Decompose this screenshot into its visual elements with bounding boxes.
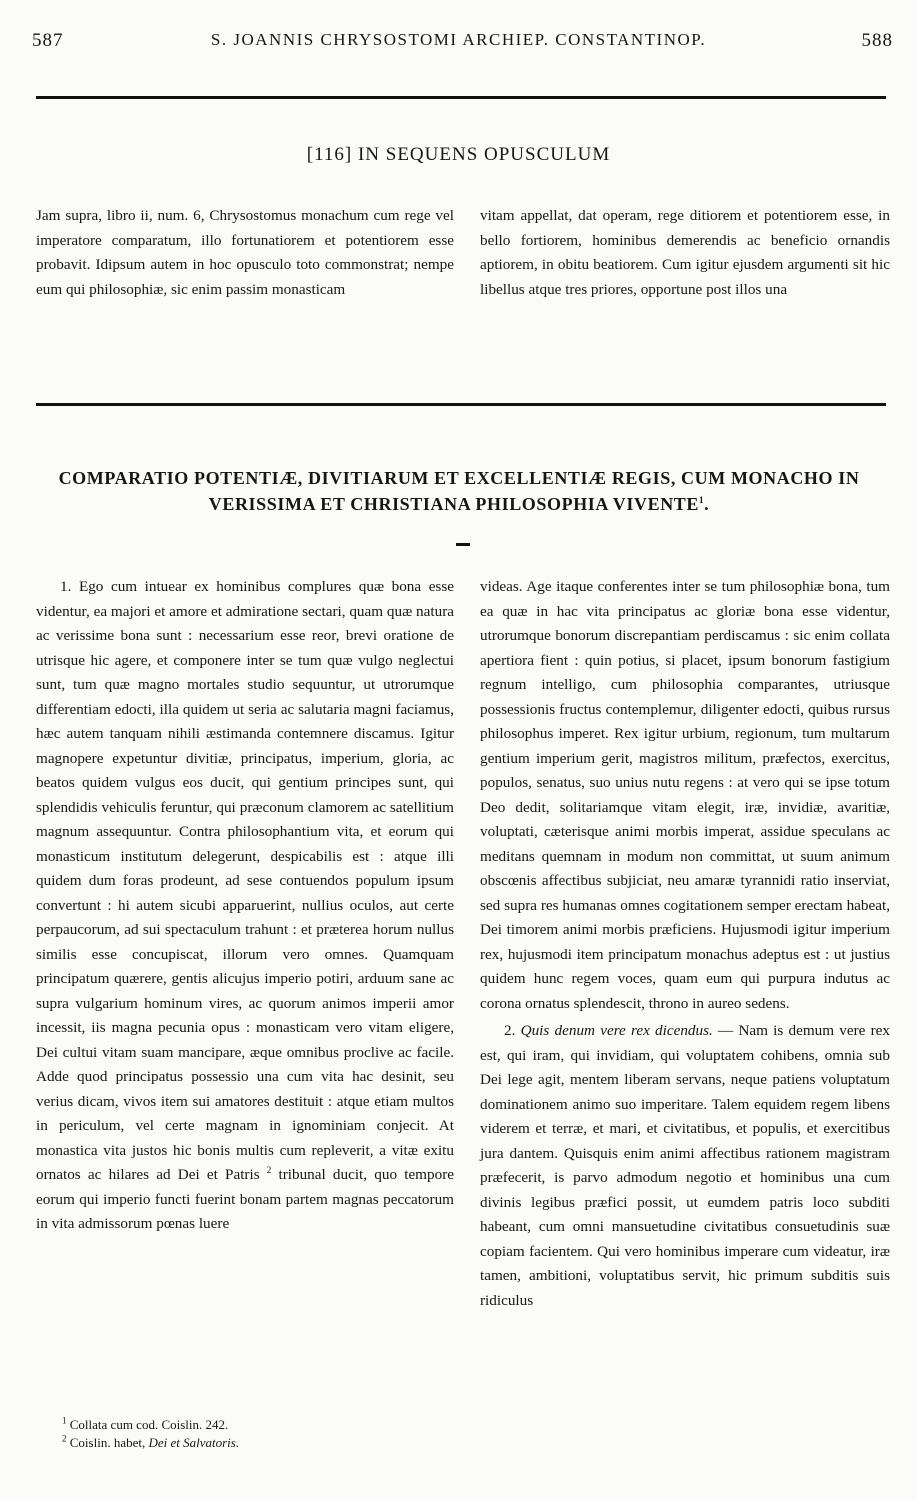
footnote-2-italic-text: Dei et Salvatoris. xyxy=(148,1435,240,1450)
intro-column-left: Jam supra, libro ii, num. 6, Chrysostomus monachum cum rege vel imperatore comparatum, illo fortunatiorem et potentiorem esse probavit. Idipsum autem in hoc opusculo toto commonstrat; nempe eum qui philosophiæ, sic enim passim monasticam xyxy=(36,207,454,298)
page-number-right: 588 xyxy=(861,30,893,51)
paragraph-1-continued: videas. Age itaque conferentes inter se tum philosophiæ bona, tum ea quæ in hac vita principatus ac gloriæ bona esse videntur, utrorumque bonorum discrepantiam perdiscamus : sic enim collata apertiora fient : quin potius, si placet, ipsum bonorum fastigium regnum intelligo, cum philosophia comparantes, utriusque possessionis fructus contemplemur, diligenter edocti, quibus rursus philosophus imperet. Rex igitur urbium, regionum, tum multarum gentium imperium gerit, magistros militum, præfectos, exercitus, populos, senatus, suo unius nutu regens : at vero qui se ipse totum Deo dedit, solitariamque vitam elegit, iræ, invidiæ, avaritiæ, voluptati, cæterisque animi morbis imperat, assidue speculans ac meditans quemnam in modum non committat, ut suum animum obscœnis affectibus subjiciat, neu amaræ tyrannidi ratio inserviat, sed supra res humanas omnes cogitationem semper erectam habeat, Dei timorem animi morbis præficiens. Hujusmodi igitur imperium rex, hujusmodi item principatum monachus adeptus est : ut justius quidem hunc regem voces, quam eum qui purpura indutus ac corona ornatus splendescit, throno in aureo sedens. xyxy=(480,578,890,1012)
footnote-2-text: Coislin. habet, xyxy=(69,1435,149,1450)
body-column-right xyxy=(480,575,890,1313)
paragraph-2-text: — Nam is demum vere rex est, qui iram, qui invidiam, qui voluptatem cohibens, omnia sub Dei lege agit, mentem liberam servans, neque patiens voluptatum dominationem animo suo imperitare. Talem equidem regem libens viderem et terræ, et mari, et civitatibus, et populis, et exercitibus jura dantem. Quisquis enim animi affectibus rationem magistram præfecerit, is parvo admodum negotio et hominibus una cum divinis legibus præfici possit, ut eumdem patris loco subditi habeant, cum omni mansuetudine civitatibus consuetudinis suæ copiam facientem. Qui vero hominibus imperare cum videatur, iræ tamen, ambitioni, voluptatibus servit, hic primum subditis suis ridiculus xyxy=(480,1022,891,1309)
footnote-mark-2: 2 xyxy=(266,1164,272,1175)
page-number-left: 587 xyxy=(32,30,64,51)
paragraph-1-text-end: tribunal ducit, quo tempore eorum qui imperio functi fuerint bonam partem magnas peccatorum in vita admissorum pœnas luere xyxy=(36,1166,454,1232)
footnote-1 xyxy=(62,1416,442,1433)
intro-column-right: vitam appellat, dat operam, rege ditiorem et potentiorem esse, in bello fortiorem, hominibus demerendis ac beneficio ornandis aptiorem, in obitu beatiorem. Cum igitur ejusdem argumenti sit hic libellus atque tres priores, opportune post illos una xyxy=(480,207,890,298)
paragraph-2-heading: Quis denum vere rex dicendus. xyxy=(520,1022,713,1039)
body-column-left xyxy=(36,575,454,1237)
footnote-1-text: Collata cum cod. Coislin. 242. xyxy=(69,1417,229,1432)
treatise-title-text: COMPARATIO POTENTIÆ, DIVITIARUM ET EXCELLENTIÆ REGIS, CUM MONACHO IN VERISSIMA ET CHRISTIANA PHILOSOPHIA VIVENTE xyxy=(58,468,860,514)
section-rule xyxy=(36,403,886,406)
page-header xyxy=(0,30,917,56)
footnote-2 xyxy=(62,1434,442,1451)
paragraph-1-text: 1. Ego cum intuear ex hominibus complures quæ bona esse videntur, ea majori et amore et admiratione sectari, quam quæ natura ac verissime bona sunt : necessarium esse reor, brevi oratione de utrisque hic agere, et componere inter se tum quæ vulgo neglectui sunt, tum quæ magno mortales studio sequuntur, ut utrorumque differentiam edocti, illa quidem ut seria ac salutaria magni faciamus, hæc autem tanquam nihili æstimanda contemnere discamus. Igitur magnopere expetuntur divitiæ, principatus, imperium, gloria, ac beatos quidem vulgus eos ducit, qui gentium principes sunt, qui splendidis vehiculis feruntur, qui præconum clamorem ac satellitium magnum assequuntur. Contra philosophantium vita, et eorum qui monasticum institutum delegerunt, despicabilis est : atque illi quidem dum foras prodeunt, ad sese contuendos populum ipsum convertunt : hi autem sicubi apparuerint, nullius oculos, aut certe perpaucorum, ad sui spectaculum trahunt : et præterea horum nullus similis esse concupiscat, illorum vero omnes. Quamquam principatum quærere, gentis alicujus imperio potiri, arduum sane ac supra vulgarium hominum vires, ac quorum animos imperii amor incessit, iis magna pecunia opus : monasticam vero vitam eligere, Dei cultui vitam suam mancipare, æque omnibus proclive ac facile. Adde quod principatus possessio una cum vita hac desinit, seu verius dicam, vivos item sui amatores destituit : atque etiam multos in periculum, vel certe magnam in ignominiam conjecit. At monastica vita justos hic bonis multis cum repleverit, a vitæ exitu ornatos ac hilares ad Dei et Patris xyxy=(36,578,454,1183)
title-dash xyxy=(456,543,470,546)
running-head: S. JOANNIS CHRYSOSTOMI ARCHIEP. CONSTANTINOP. xyxy=(210,30,707,49)
paragraph-1 xyxy=(36,575,454,1237)
treatise-title-footnote-mark: 1 xyxy=(699,495,705,505)
treatise-title: COMPARATIO POTENTIÆ, DIVITIARUM ET EXCELLENTIÆ REGIS, CUM MONACHO IN VERISSIMA ET CHRISTIANA PHILOSOPHIA VIVENTE$^1$. xyxy=(58,468,860,514)
header-rule xyxy=(36,96,886,99)
footnote-2-mark: 2 xyxy=(62,1433,67,1444)
paragraph-2-number: 2. xyxy=(504,1022,516,1039)
paragraph-2 xyxy=(480,1019,890,1313)
footnote-1-mark: 1 xyxy=(62,1415,67,1426)
intro-title: [116] IN SEQUENS OPUSCULUM xyxy=(306,144,611,165)
